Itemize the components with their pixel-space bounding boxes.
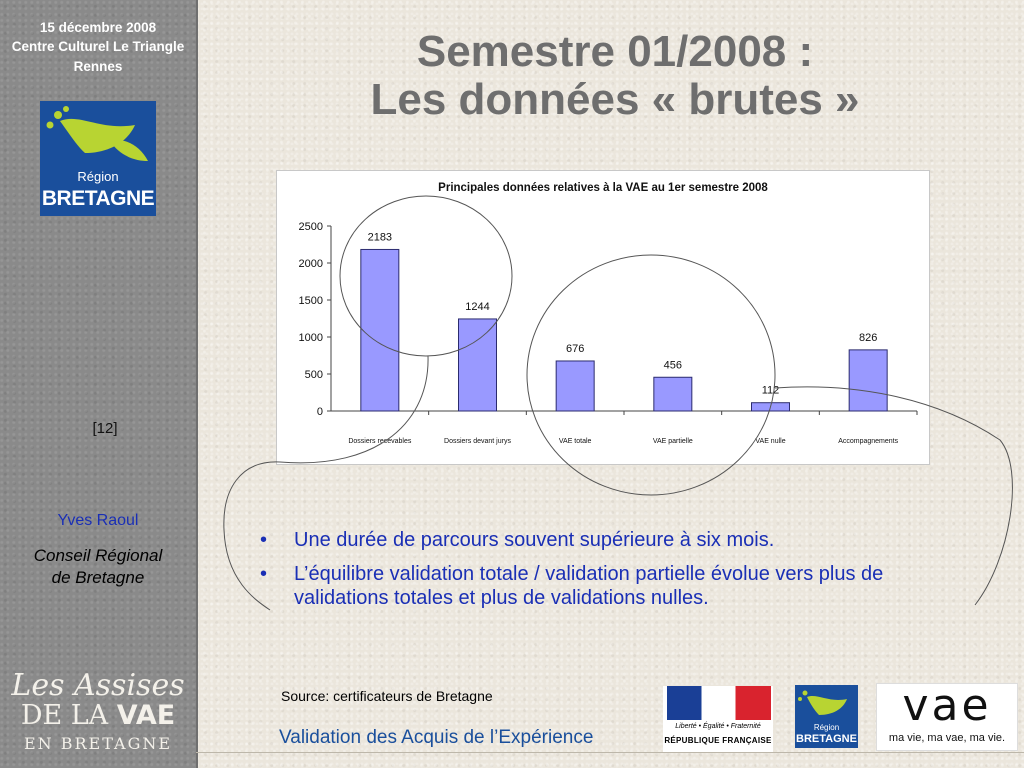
republique-francaise-logo xyxy=(663,686,773,752)
slide-title xyxy=(240,28,990,124)
x-category-label: Dossiers devant jurys xyxy=(444,438,511,445)
bullet-text: Une durée de parcours souvent supérieure à six mois. xyxy=(294,529,775,551)
chart-bars xyxy=(361,231,887,411)
region-bretagne-logo-small xyxy=(795,685,858,748)
bar-chart xyxy=(276,170,930,465)
y-tick-label: 1500 xyxy=(298,295,323,307)
bar xyxy=(654,377,692,411)
x-category-label: Dossiers recevables xyxy=(348,438,412,445)
event-city: Rennes xyxy=(73,59,123,74)
region-logo-name: BRETAGNE xyxy=(41,187,155,210)
x-category-label: VAE partielle xyxy=(652,438,693,445)
bar-data-label: 456 xyxy=(663,359,683,372)
org-line-1: Conseil Régional xyxy=(33,546,163,565)
region-small-name: BRETAGNE xyxy=(796,733,857,745)
y-tick-label: 2500 xyxy=(298,221,323,233)
event-venue: Centre Culturel Le Triangle xyxy=(11,39,185,54)
author-organisation xyxy=(0,545,196,589)
author-name: Yves Raoul xyxy=(57,512,139,529)
source-note: Source: certificateurs de Bretagne xyxy=(281,688,493,704)
bullet-dot: • xyxy=(260,563,268,585)
sidebar xyxy=(0,0,198,768)
y-tick-label: 0 xyxy=(316,406,323,418)
assises-logo-sub: EN BRETAGNE xyxy=(23,734,173,753)
bar-chart-svg xyxy=(277,171,929,464)
page-number: [12] xyxy=(92,420,118,437)
x-category-label: Accompagnements xyxy=(838,438,899,445)
y-tick-label: 1000 xyxy=(298,332,323,344)
bar xyxy=(849,350,887,411)
bar xyxy=(556,361,594,411)
assises-logo-main xyxy=(0,700,196,731)
bar xyxy=(459,319,497,411)
vae-logo xyxy=(876,680,1018,751)
assises-logo-vae: VAE xyxy=(116,700,176,731)
bar xyxy=(752,403,790,411)
region-bretagne-logo xyxy=(40,101,156,216)
region-small-word: Région xyxy=(813,723,840,732)
bird-leaf-icon xyxy=(795,685,858,723)
bar xyxy=(361,249,399,411)
y-tick-label: 500 xyxy=(304,369,323,381)
y-tick-label: 2000 xyxy=(298,258,323,270)
bar-data-label: 112 xyxy=(761,384,780,397)
bullet-text: L’équilibre validation totale / validation partielle évolue vers plus de validations totales et plus de validations nulles. xyxy=(294,563,884,609)
bird-leaf-icon xyxy=(40,101,156,171)
bar-data-label: 676 xyxy=(565,342,585,355)
x-category-label: VAE totale xyxy=(558,438,592,445)
bullet-dot: • xyxy=(260,529,268,551)
x-category-label: VAE nulle xyxy=(755,438,786,445)
footer-divider xyxy=(196,752,1024,753)
vae-logo-word: vae xyxy=(902,680,992,731)
footer-tagline: Validation des Acquis de l’Expérience xyxy=(279,727,594,748)
event-date: 15 décembre 2008 xyxy=(39,20,157,35)
bar-data-label: 2183 xyxy=(367,231,393,244)
bullet-item xyxy=(260,562,980,610)
republique-motto: Liberté • Égalité • Fraternité xyxy=(675,723,761,730)
chart-title: Principales données relatives à la VAE au 1er semestre 2008 xyxy=(438,182,768,194)
slide-title-line-1: Semestre 01/2008 : xyxy=(416,27,814,76)
republique-name: RÉPUBLIQUE FRANÇAISE xyxy=(664,736,772,745)
bar-data-label: 1244 xyxy=(465,300,490,313)
tricolor-flag-icon xyxy=(667,686,771,720)
slide-title-line-2: Les données « brutes » xyxy=(370,75,860,124)
org-line-2: de Bretagne xyxy=(51,568,145,587)
bar-data-label: 826 xyxy=(858,331,878,344)
assises-logo-script: Les Assises xyxy=(11,668,185,703)
bullet-list xyxy=(260,528,980,620)
bullet-item xyxy=(260,528,980,552)
vae-logo-tagline: ma vie, ma vae, ma vie. xyxy=(888,732,1006,744)
region-logo-word: Région xyxy=(77,169,119,184)
assises-logo-prefix: DE LA xyxy=(20,700,117,731)
